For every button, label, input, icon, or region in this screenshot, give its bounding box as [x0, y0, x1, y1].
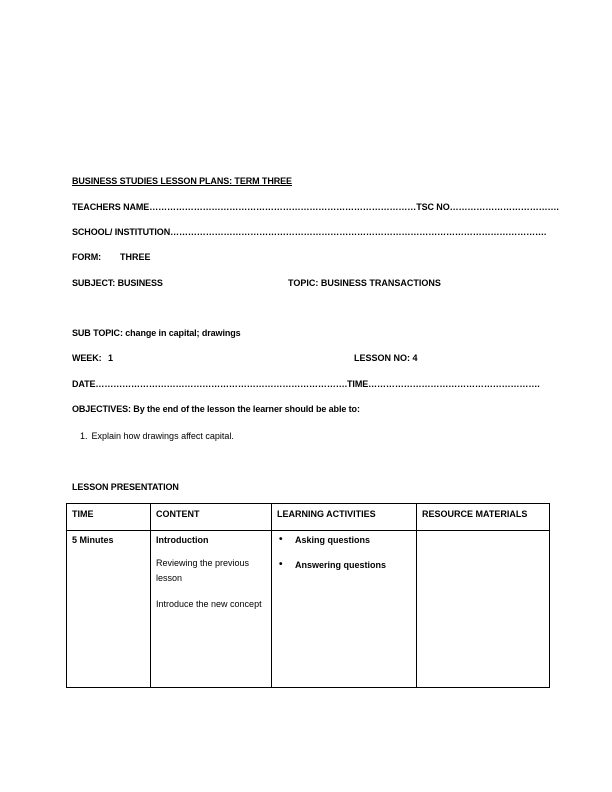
bullet-icon: • [279, 559, 283, 570]
list-item [277, 560, 411, 570]
bullet-icon: • [279, 534, 283, 545]
objective-number: 1. [80, 431, 88, 441]
content-item: Reviewing the previous lesson [156, 558, 250, 583]
header-time: TIME [67, 504, 151, 531]
table-row [67, 531, 550, 688]
lesson-presentation-table [66, 503, 550, 688]
topic-line: TOPIC: BUSINESS TRANSACTIONS [288, 278, 441, 288]
time-value: 5 Minutes [72, 535, 114, 545]
activity-text: Asking questions [295, 535, 371, 545]
header-learning-activities: LEARNING ACTIVITIES [272, 504, 417, 531]
objective-item [80, 431, 234, 441]
content-cell [151, 531, 272, 688]
header-content: CONTENT [151, 504, 272, 531]
week-label: WEEK: [72, 353, 102, 363]
content-heading: Introduction [156, 535, 209, 545]
objective-text: Explain how drawings affect capital. [91, 431, 234, 441]
date-time-line: DATE………………………………………………………………………….TIME…………………………………………………. [72, 379, 540, 389]
table-header-row [67, 504, 550, 531]
lesson-presentation-heading: LESSON PRESENTATION [72, 482, 179, 492]
sub-topic-line: SUB TOPIC: change in capital; drawings [72, 328, 241, 338]
activity-text: Answering questions [295, 560, 387, 570]
list-item [277, 535, 411, 545]
school-line: SCHOOL/ INSTITUTION………………………………………………………………………………………………………………. [72, 227, 547, 237]
content-item: Introduce the new concept [156, 599, 262, 609]
lesson-plan-title: BUSINESS STUDIES LESSON PLANS: TERM THREE [72, 176, 292, 186]
week-value: 1 [108, 353, 114, 363]
teachers-name-line: TEACHERS NAME………………………………………………………………………………TSC NO………………………………. [72, 202, 559, 212]
activities-cell [272, 531, 417, 688]
subject-line: SUBJECT: BUSINESS [72, 278, 163, 288]
form-value: THREE [120, 252, 151, 262]
lesson-number: LESSON NO: 4 [354, 353, 418, 363]
form-label: FORM: [72, 252, 101, 262]
activities-list [277, 535, 411, 570]
objectives-heading: OBJECTIVES: By the end of the lesson the learner should be able to: [72, 404, 360, 414]
resource-materials-cell [417, 531, 550, 688]
time-cell [67, 531, 151, 688]
header-resource-materials: RESOURCE MATERIALS [417, 504, 550, 531]
